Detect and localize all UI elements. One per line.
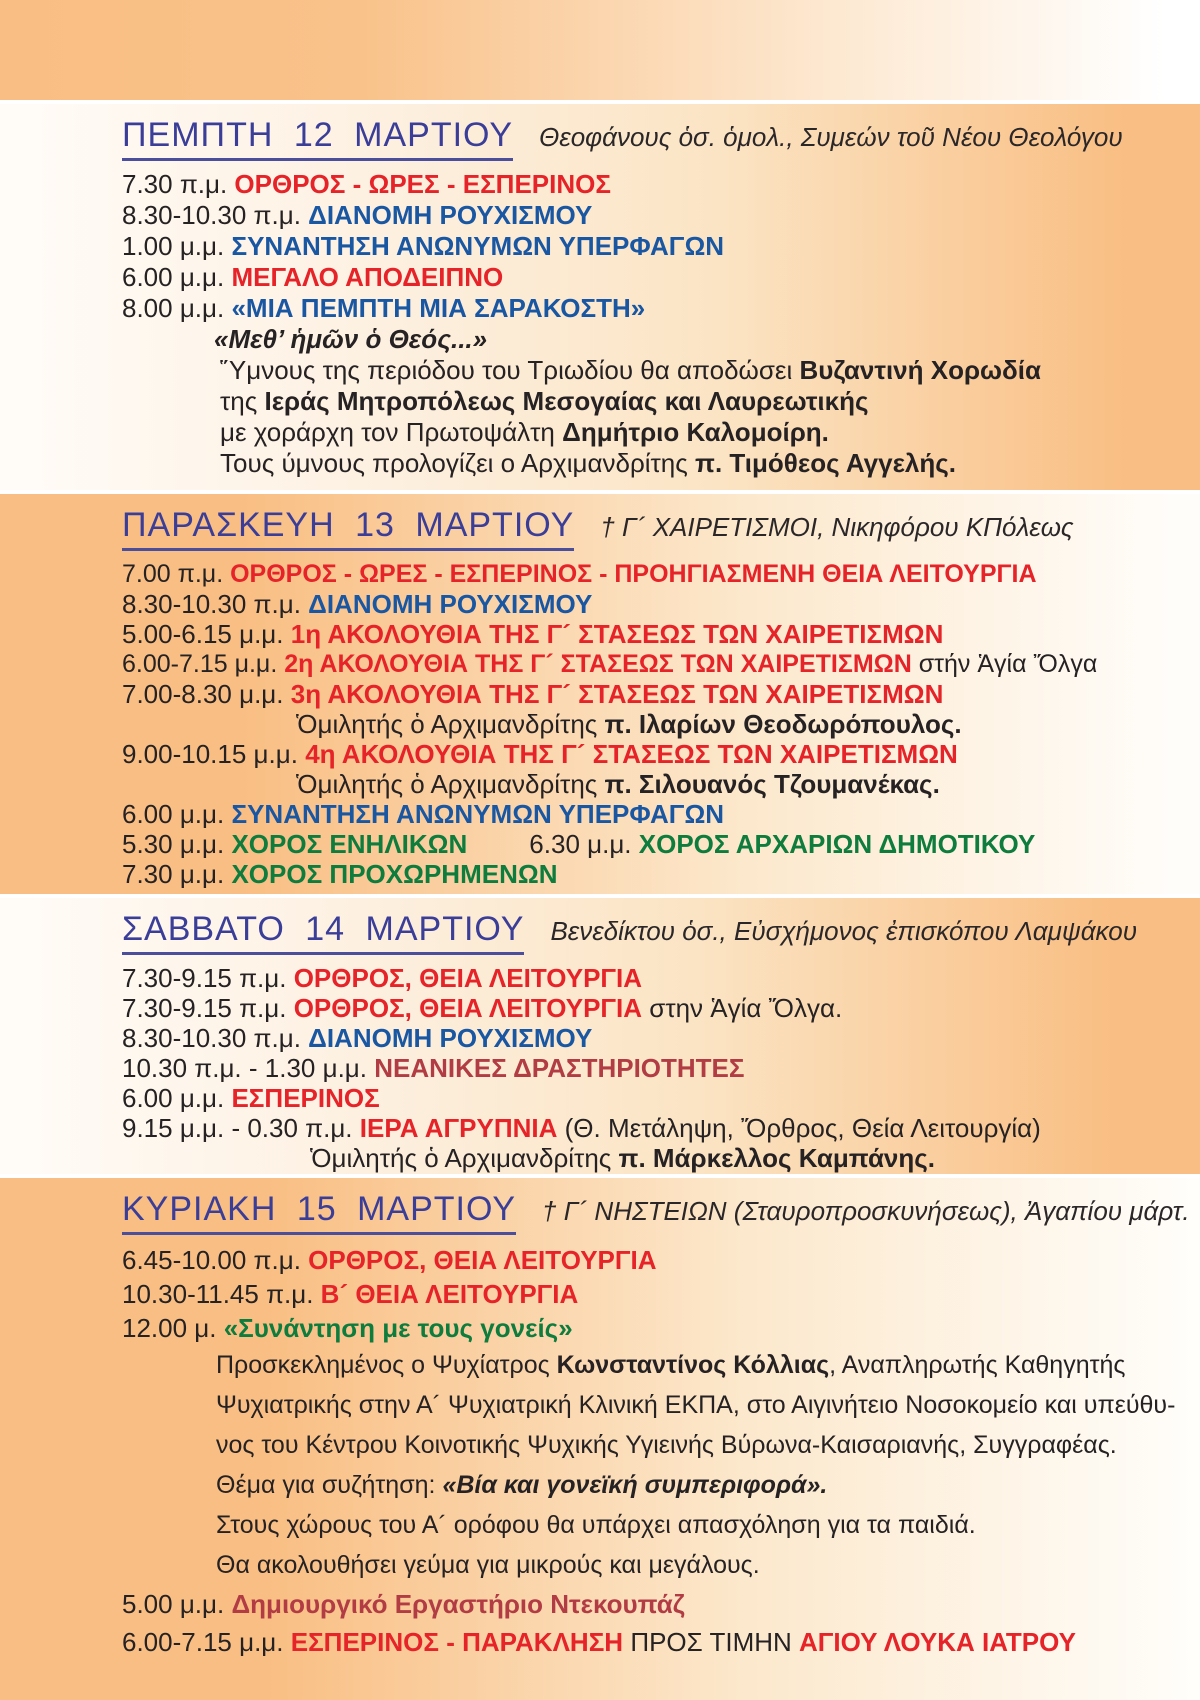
time-or-plain-text: 7.00 π.μ. [122,559,231,588]
time-or-plain-text: 6.45-10.00 π.μ. [122,1244,309,1275]
event-text: ΟΡΘΡΟΣ, ΘΕΙΑ ΛΕΙΤΟΥΡΓΙΑ [293,962,643,993]
time-or-plain-text: 8.00 μ.μ. [122,292,232,323]
schedule-lines [0,169,1200,479]
event-text: ΔΙΑΝΟΜΗ ΡΟΥΧΙΣΜΟΥ [308,199,593,230]
event-line [0,799,1200,829]
event-text: ΝΕΑΝΙΚΕΣ ΔΡΑΣΤΗΡΙΟΤΗΤΕΣ [374,1052,745,1083]
event-text: ΣΥΝΑΝΤΗΣΗ ΑΝΩΝΥΜΩΝ ΥΠΕΡΦΑΓΩΝ [231,798,725,829]
section-saturday-14-march [0,898,1200,1174]
paragraph-line [0,1505,1200,1545]
event-line [0,679,1200,709]
time-or-plain-text: 5.00-6.15 μ.μ. [122,618,291,649]
time-or-plain-text: 9.00-10.15 μ.μ. [122,738,306,769]
paragraph-line [0,1345,1200,1385]
time-or-plain-text: 7.00-8.30 μ.μ. [122,678,291,709]
event-text: ΕΣΠΕΡΙΝΟΣ - ΠΑΡΑΚΛΗΣΗ [290,1626,624,1657]
time-or-plain-text: ΠΡΟΣ ΤΙΜΗΝ [623,1626,800,1657]
event-text: π. Σιλουανός Τζουμανέκας. [604,768,940,799]
time-or-plain-text: Ὁμιλητής ὁ Αρχιμανδρίτης [310,1142,619,1173]
event-text: 3η ΑΚΟΛΟΥΘΙΑ ΤΗΣ Γ´ ΣΤΑΣΕΩΣ ΤΩΝ ΧΑΙΡΕΤΙΣΜΩΝ [290,678,944,709]
event-line [0,589,1200,619]
time-or-plain-text: 6.00 μ.μ. [122,1082,232,1113]
time-or-plain-text: Ψυχιατρικής στην Α´ Ψυχιατρική Κλινική ΕΚΠΑ, στο Αιγινήτειο Νοσοκομείο και υπεύθυ- [216,1390,1176,1419]
day-subtitle: Θεοφάνους ὁσ. ὁμολ., Συμεών τοῦ Νέου Θεολόγου [539,122,1123,152]
event-text: ΜΕΓΑΛΟ ΑΠΟΔΕΙΠΝΟ [231,261,504,292]
time-or-plain-text: 6.30 μ.μ. [529,828,639,859]
day-subtitle: † Γ´ ΧΑΙΡΕΤΙΣΜΟΙ, Νικηφόρου ΚΠόλεως [600,512,1074,542]
time-or-plain-text: Θέμα για συζήτηση: [216,1470,443,1499]
time-or-plain-text: στήν Ἁγία Ὄλγα [911,649,1098,678]
time-or-plain-text: Ὁμιλητής ὁ Αρχιμανδρίτης [296,768,605,799]
event-text: ΔΙΑΝΟΜΗ ΡΟΥΧΙΣΜΟΥ [308,1022,593,1053]
time-or-plain-text: με χοράρχη τον Πρωτοψάλτη [220,416,563,447]
event-text: ΧΟΡΟΣ ΑΡΧΑΡΙΩΝ ΔΗΜΟΤΙΚΟΥ [638,828,1036,859]
event-line [0,1113,1200,1143]
event-text: Δημήτριο Καλομοίρη. [562,416,829,447]
time-or-plain-text: Ὕμνους της περιόδου του Τριωδίου θα αποδώσει [220,354,800,385]
event-text: Βυζαντινή Χορωδία [799,354,1041,385]
time-or-plain-text: Θα ακολουθήσει γεύμα για μικρούς και μεγάλους. [216,1550,760,1579]
time-or-plain-text: νος του Κέντρου Κοινοτικής Ψυχικής Υγιεινής Βύρωνα-Καισαριανής, Συγγραφέας. [216,1430,1117,1459]
time-or-plain-text: 8.30-10.30 π.μ. [122,199,309,230]
time-or-plain-text: 7.30-9.15 π.μ. [122,992,294,1023]
time-or-plain-text: 12.00 μ. [122,1312,224,1343]
event-text: «ΜΙΑ ΠΕΜΠΤΗ ΜΙΑ ΣΑΡΑΚΟΣΤΗ» [231,292,646,323]
day-subtitle: Βενεδίκτου ὁσ., Εὐσχήμονος ἐπισκόπου Λαμψάκου [550,916,1137,946]
time-or-plain-text: 10.30-11.45 π.μ. [122,1278,321,1309]
time-or-plain-text: 1.00 μ.μ. [122,230,232,261]
speaker-line [0,709,1200,739]
event-text: Ιεράς Μητροπόλεως Μεσογαίας και Λαυρεωτικής [264,385,869,416]
event-line [0,293,1200,324]
time-or-plain-text: 7.30 μ.μ. [122,858,232,889]
note-line [0,355,1200,386]
event-text: ΟΡΘΡΟΣ - ΩΡΕΣ - ΕΣΠΕΡΙΝΟΣ - ΠΡΟΗΓΙΑΣΜΕΝΗ ΘΕΙΑ ΛΕΙΤΟΥΡΓΙΑ [230,559,1037,588]
paragraph-line [0,1385,1200,1425]
note-line [0,324,1200,355]
event-line [0,200,1200,231]
paragraph-line [0,1425,1200,1465]
time-or-plain-text: 8.30-10.30 π.μ. [122,1022,309,1053]
time-or-plain-text: 7.30-9.15 π.μ. [122,962,294,993]
event-text: ΧΟΡΟΣ ΠΡΟΧΩΡΗΜΕΝΩΝ [231,858,558,889]
note-line [0,417,1200,448]
event-text: «Βία και γονεϊκή συμπεριφορά». [442,1470,828,1499]
event-line [0,1311,1200,1345]
day-header [0,1178,1200,1243]
schedule-lines [0,559,1200,889]
schedule-lines [0,1243,1200,1661]
event-line [0,829,1200,859]
event-line [0,1585,1200,1623]
event-text: ΔΙΑΝΟΜΗ ΡΟΥΧΙΣΜΟΥ [308,588,593,619]
event-text: ΟΡΘΡΟΣ, ΘΕΙΑ ΛΕΙΤΟΥΡΓΙΑ [293,992,643,1023]
event-line [0,993,1200,1023]
event-text: Β´ ΘΕΙΑ ΛΕΙΤΟΥΡΓΙΑ [320,1278,579,1309]
event-line [0,963,1200,993]
paragraph-line [0,1465,1200,1505]
event-line [0,1623,1200,1661]
section-sunday-15-march [0,1178,1200,1700]
speaker-line [0,769,1200,799]
event-text: ΕΣΠΕΡΙΝΟΣ [231,1082,380,1113]
event-text: Κωνσταντίνος Κόλλιας [556,1350,830,1379]
time-or-plain-text: 6.00 μ.μ. [122,798,232,829]
time-or-plain-text: 6.00-7.15 μ.μ. [122,1626,291,1657]
time-or-plain-text: 5.00 μ.μ. [122,1588,232,1619]
time-or-plain-text: 6.00 μ.μ. [122,261,232,292]
event-text: π. Τιμόθεος Αγγελής. [695,447,957,478]
event-line [0,649,1200,679]
day-header [0,494,1200,559]
paragraph-line [0,1545,1200,1585]
event-line [0,262,1200,293]
day-subtitle: † Γ´ ΝΗΣΤΕΙΩΝ (Σταυροπροσκυνήσεως), Ἀγαπίου μάρτ. [542,1196,1190,1226]
event-line [0,859,1200,889]
event-line [0,231,1200,262]
time-or-plain-text: Προσκεκλημένος ο Ψυχίατρος [216,1350,557,1379]
event-line [0,559,1200,589]
time-or-plain-text: Τους ύμνους προλογίζει ο Αρχιμανδρίτης [220,447,696,478]
event-text: ΟΡΘΡΟΣ - ΩΡΕΣ - ΕΣΠΕΡΙΝΟΣ [234,168,611,199]
event-text: 2η ΑΚΟΛΟΥΘΙΑ ΤΗΣ Γ´ ΣΤΑΣΕΩΣ ΤΩΝ ΧΑΙΡΕΤΙΣΜΩΝ [284,649,912,678]
section-thursday-12-march [0,104,1200,490]
time-or-plain-text: 9.15 μ.μ. - 0.30 π.μ. [122,1112,360,1143]
event-line [0,1083,1200,1113]
event-line [0,1023,1200,1053]
event-line [0,1243,1200,1277]
time-or-plain-text: (Θ. Μετάληψη, Ὄρθρος, Θεία Λειτουργία) [557,1112,1041,1143]
time-or-plain-text: 7.30 π.μ. [122,168,235,199]
day-title: ΠΑΡΑΣΚΕΥΗ 13 ΜΑΡΤΙΟΥ [122,508,574,551]
event-text: «Συνάντηση με τους γονείς» [223,1312,573,1343]
time-or-plain-text: 8.30-10.30 π.μ. [122,588,309,619]
day-header [0,104,1200,169]
time-or-plain-text: 10.30 π.μ. - 1.30 μ.μ. [122,1052,375,1083]
section-friday-13-march [0,494,1200,894]
time-or-plain-text: της [220,385,265,416]
speaker-line [0,1143,1200,1173]
event-text: π. Ιλαρίων Θεοδωρόπουλος. [604,708,962,739]
event-text: «Μεθ’ ἡμῶν ὁ Θεός...» [214,323,488,354]
day-header [0,898,1200,963]
day-title: ΠΕΜΠΤΗ 12 ΜΑΡΤΙΟΥ [122,118,513,161]
time-or-plain-text: Ὁμιλητής ὁ Αρχιμανδρίτης [296,708,605,739]
event-text: ΟΡΘΡΟΣ, ΘΕΙΑ ΛΕΙΤΟΥΡΓΙΑ [308,1244,657,1275]
event-text: ΑΓΙΟΥ ΛΟΥΚΑ ΙΑΤΡΟΥ [799,1626,1076,1657]
time-or-plain-text: στην Ἁγία Ὄλγα. [642,992,843,1023]
top-gradient-banner [0,0,1200,100]
day-title: ΣΑΒΒΑΤΟ 14 ΜΑΡΤΙΟΥ [122,912,524,955]
event-line [0,1053,1200,1083]
time-or-plain-text: 6.00-7.15 μ.μ. [122,649,285,678]
schedule-lines [0,963,1200,1173]
note-line [0,448,1200,479]
event-text: ΙΕΡΑ ΑΓΡΥΠΝΙΑ [359,1112,558,1143]
event-text: ΣΥΝΑΝΤΗΣΗ ΑΝΩΝΥΜΩΝ ΥΠΕΡΦΑΓΩΝ [231,230,725,261]
day-title: ΚΥΡΙΑΚΗ 15 ΜΑΡΤΙΟΥ [122,1192,516,1235]
time-or-plain-text: , Αναπληρωτής Καθηγητής [829,1350,1126,1379]
note-line [0,386,1200,417]
event-line [0,1277,1200,1311]
event-text: π. Μάρκελλος Καμπάνης. [618,1142,936,1173]
event-line [0,739,1200,769]
event-text: Δημιουργικό Εργαστήριο Ντεκουπάζ [231,1588,685,1619]
time-or-plain-text: Στους χώρους του Α´ ορόφου θα υπάρχει απασχόληση για τα παιδιά. [216,1510,976,1539]
event-line [0,619,1200,649]
event-text: 1η ΑΚΟΛΟΥΘΙΑ ΤΗΣ Γ´ ΣΤΑΣΕΩΣ ΤΩΝ ΧΑΙΡΕΤΙΣΜΩΝ [290,618,944,649]
event-text: 4η ΑΚΟΛΟΥΘΙΑ ΤΗΣ Γ´ ΣΤΑΣΕΩΣ ΤΩΝ ΧΑΙΡΕΤΙΣΜΩΝ [305,738,958,769]
event-line [0,169,1200,200]
time-or-plain-text: 5.30 μ.μ. [122,828,232,859]
event-text: ΧΟΡΟΣ ΕΝΗΛΙΚΩΝ [231,828,468,859]
